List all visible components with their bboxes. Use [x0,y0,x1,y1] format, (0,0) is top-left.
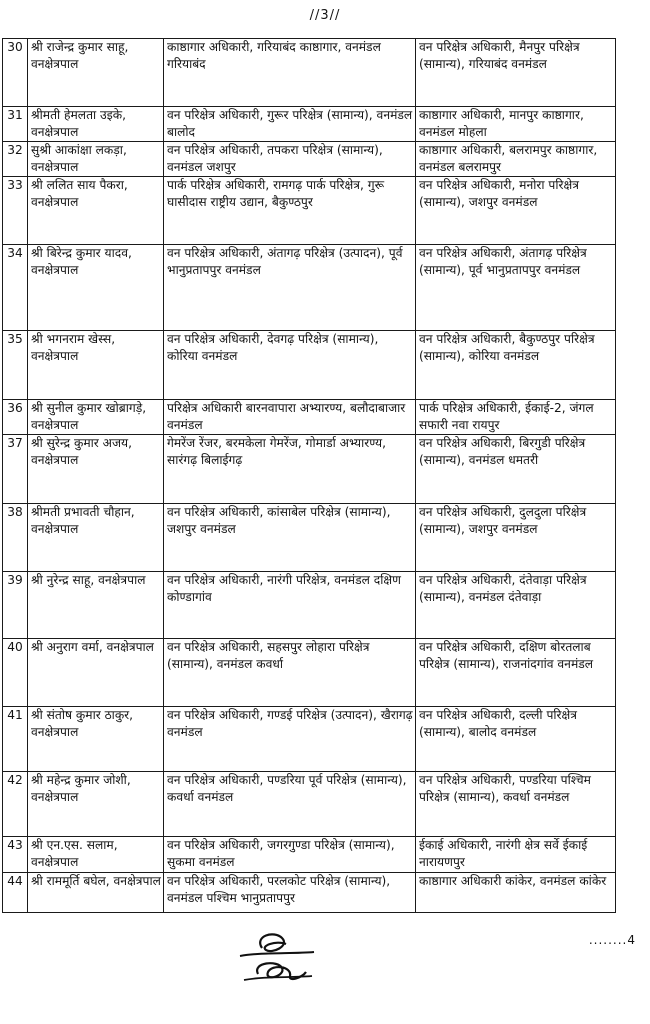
new-posting-cell: वन परिक्षेत्र अधिकारी, मैनपुर परिक्षेत्र (सामान्य), गरियाबंद वनमंडल [416,39,616,107]
serial-number-cell: 34 [3,245,28,331]
officer-name-cell: श्री भगनराम खेस्स, वनक्षेत्रपाल [28,331,164,400]
table-row [3,873,616,913]
current-posting-cell: वन परिक्षेत्र अधिकारी, कांसाबेल परिक्षेत्र (सामान्य), जशपुर वनमंडल [164,504,416,572]
table-row [3,331,616,400]
new-posting-cell: वन परिक्षेत्र अधिकारी, दक्षिण बोरतलाब परिक्षेत्र (सामान्य), राजनांदगांव वनमंडल [416,639,616,707]
serial-number-cell: 42 [3,772,28,837]
new-posting-cell: वन परिक्षेत्र अधिकारी, पण्डरिया पश्चिम परिक्षेत्र (सामान्य), कवर्धा वनमंडल [416,772,616,837]
page-number: //3// [309,8,341,23]
current-posting-cell: वन परिक्षेत्र अधिकारी, जगरगुण्डा परिक्षेत्र (सामान्य), सुकमा वनमंडल [164,837,416,873]
table-row [3,435,616,504]
serial-number-cell: 37 [3,435,28,504]
table-row [3,177,616,245]
officer-name-cell: श्री संतोष कुमार ठाकुर, वनक्षेत्रपाल [28,707,164,772]
serial-number-cell: 44 [3,873,28,913]
serial-number-cell: 31 [3,107,28,142]
officer-name-cell: श्री नुरेन्द्र साहू, वनक्षेत्रपाल [28,572,164,639]
transfer-table-body [3,39,616,913]
current-posting-cell: वन परिक्षेत्र अधिकारी, सहसपुर लोहारा परिक्षेत्र (सामान्य), वनमंडल कवर्धा [164,639,416,707]
new-posting-cell: वन परिक्षेत्र अधिकारी, दुलदुला परिक्षेत्र (सामान्य), जशपुर वनमंडल [416,504,616,572]
table-row [3,39,616,107]
current-posting-cell: गेमरेंज रेंजर, बरमकेला गेमरेंज, गोमार्डा अभ्यारण्य, सारंगढ़ बिलाईगढ़ [164,435,416,504]
new-posting-cell: वन परिक्षेत्र अधिकारी, अंतागढ़ परिक्षेत्र (सामान्य), पूर्व भानुप्रतापपुर वनमंडल [416,245,616,331]
new-posting-cell: वन परिक्षेत्र अधिकारी, मनोरा परिक्षेत्र (सामान्य), जशपुर वनमंडल [416,177,616,245]
serial-number-cell: 32 [3,142,28,177]
serial-number-cell: 41 [3,707,28,772]
officer-name-cell: श्री महेन्द्र कुमार जोशी, वनक्षेत्रपाल [28,772,164,837]
new-posting-cell: वन परिक्षेत्र अधिकारी, बिरगुडी परिक्षेत्र (सामान्य), वनमंडल धमतरी [416,435,616,504]
table-row [3,572,616,639]
new-posting-cell: काष्ठागार अधिकारी, मानपुर काष्ठागार, वनमंडल मोहला [416,107,616,142]
current-posting-cell: वन परिक्षेत्र अधिकारी, तपकरा परिक्षेत्र (सामान्य), वनमंडल जशपुर [164,142,416,177]
serial-number-cell: 40 [3,639,28,707]
serial-number-cell: 39 [3,572,28,639]
new-posting-cell: पार्क परिक्षेत्र अधिकारी, ईकाई-2, जंगल सफारी नवा रायपुर [416,400,616,435]
current-posting-cell: वन परिक्षेत्र अधिकारी, देवगढ़ परिक्षेत्र (सामान्य), कोरिया वनमंडल [164,331,416,400]
current-posting-cell: वन परिक्षेत्र अधिकारी, परलकोट परिक्षेत्र (सामान्य), वनमंडल पश्चिम भानुप्रतापपुर [164,873,416,913]
table-row [3,707,616,772]
current-posting-cell: पार्क परिक्षेत्र अधिकारी, रामगढ़ पार्क परिक्षेत्र, गुरू घासीदास राष्ट्रीय उद्यान, बैकुण्ठपुर [164,177,416,245]
current-posting-cell: वन परिक्षेत्र अधिकारी, पण्डरिया पूर्व परिक्षेत्र (सामान्य), कवर्धा वनमंडल [164,772,416,837]
officer-name-cell: श्री सुरेन्द्र कुमार अजय, वनक्षेत्रपाल [28,435,164,504]
table-row [3,772,616,837]
current-posting-cell: वन परिक्षेत्र अधिकारी, नारंगी परिक्षेत्र, वनमंडल दक्षिण कोण्डागांव [164,572,416,639]
table-row [3,504,616,572]
transfer-table [2,38,616,913]
new-posting-cell: काष्ठागार अधिकारी, बलरामपुर काष्ठागार, वनमंडल बलरामपुर [416,142,616,177]
officer-name-cell: सुश्री आकांक्षा लकड़ा, वनक्षेत्रपाल [28,142,164,177]
table-row [3,639,616,707]
current-posting-cell: परिक्षेत्र अधिकारी बारनवापारा अभ्यारण्य, बलौदाबाजार वनमंडल [164,400,416,435]
officer-name-cell: श्री एन.एस. सलाम, वनक्षेत्रपाल [28,837,164,873]
officer-name-cell: श्री सुनील कुमार खोब्रागड़े, वनक्षेत्रपाल [28,400,164,435]
new-posting-cell: वन परिक्षेत्र अधिकारी, बैकुण्ठपुर परिक्षेत्र (सामान्य), कोरिया वनमंडल [416,331,616,400]
table-row [3,400,616,435]
officer-name-cell: श्री अनुराग वर्मा, वनक्षेत्रपाल [28,639,164,707]
table-row [3,837,616,873]
current-posting-cell: वन परिक्षेत्र अधिकारी, अंतागढ़ परिक्षेत्र (उत्पादन), पूर्व भानुप्रतापपुर वनमंडल [164,245,416,331]
new-posting-cell: वन परिक्षेत्र अधिकारी, दंतेवाड़ा परिक्षेत्र (सामान्य), वनमंडल दंतेवाड़ा [416,572,616,639]
continuation-marker: ........4 [588,933,636,947]
officer-name-cell: श्री राजेन्द्र कुमार साहू, वनक्षेत्रपाल [28,39,164,107]
current-posting-cell: काष्ठागार अधिकारी, गरियाबंद काष्ठागार, वनमंडल गरियाबंद [164,39,416,107]
serial-number-cell: 35 [3,331,28,400]
table-row [3,142,616,177]
serial-number-cell: 30 [3,39,28,107]
officer-name-cell: श्री ललित साय पैकरा, वनक्षेत्रपाल [28,177,164,245]
signature [232,926,322,986]
table-row [3,107,616,142]
serial-number-cell: 33 [3,177,28,245]
officer-name-cell: श्री राममूर्ति बघेल, वनक्षेत्रपाल [28,873,164,913]
table-row [3,245,616,331]
officer-name-cell: श्रीमती हेमलता उइके, वनक्षेत्रपाल [28,107,164,142]
current-posting-cell: वन परिक्षेत्र अधिकारी, गुरूर परिक्षेत्र (सामान्य), वनमंडल बालोद [164,107,416,142]
officer-name-cell: श्री बिरेन्द्र कुमार यादव, वनक्षेत्रपाल [28,245,164,331]
new-posting-cell: काष्ठागार अधिकारी कांकेर, वनमंडल कांकेर [416,873,616,913]
serial-number-cell: 38 [3,504,28,572]
serial-number-cell: 36 [3,400,28,435]
current-posting-cell: वन परिक्षेत्र अधिकारी, गण्डई परिक्षेत्र (उत्पादन), खैरागढ़ वनमंडल [164,707,416,772]
new-posting-cell: वन परिक्षेत्र अधिकारी, दल्ली परिक्षेत्र (सामान्य), बालोद वनमंडल [416,707,616,772]
officer-name-cell: श्रीमती प्रभावती चौहान, वनक्षेत्रपाल [28,504,164,572]
serial-number-cell: 43 [3,837,28,873]
new-posting-cell: ईकाई अधिकारी, नारंगी क्षेत्र सर्वे ईकाई नारायणपुर [416,837,616,873]
